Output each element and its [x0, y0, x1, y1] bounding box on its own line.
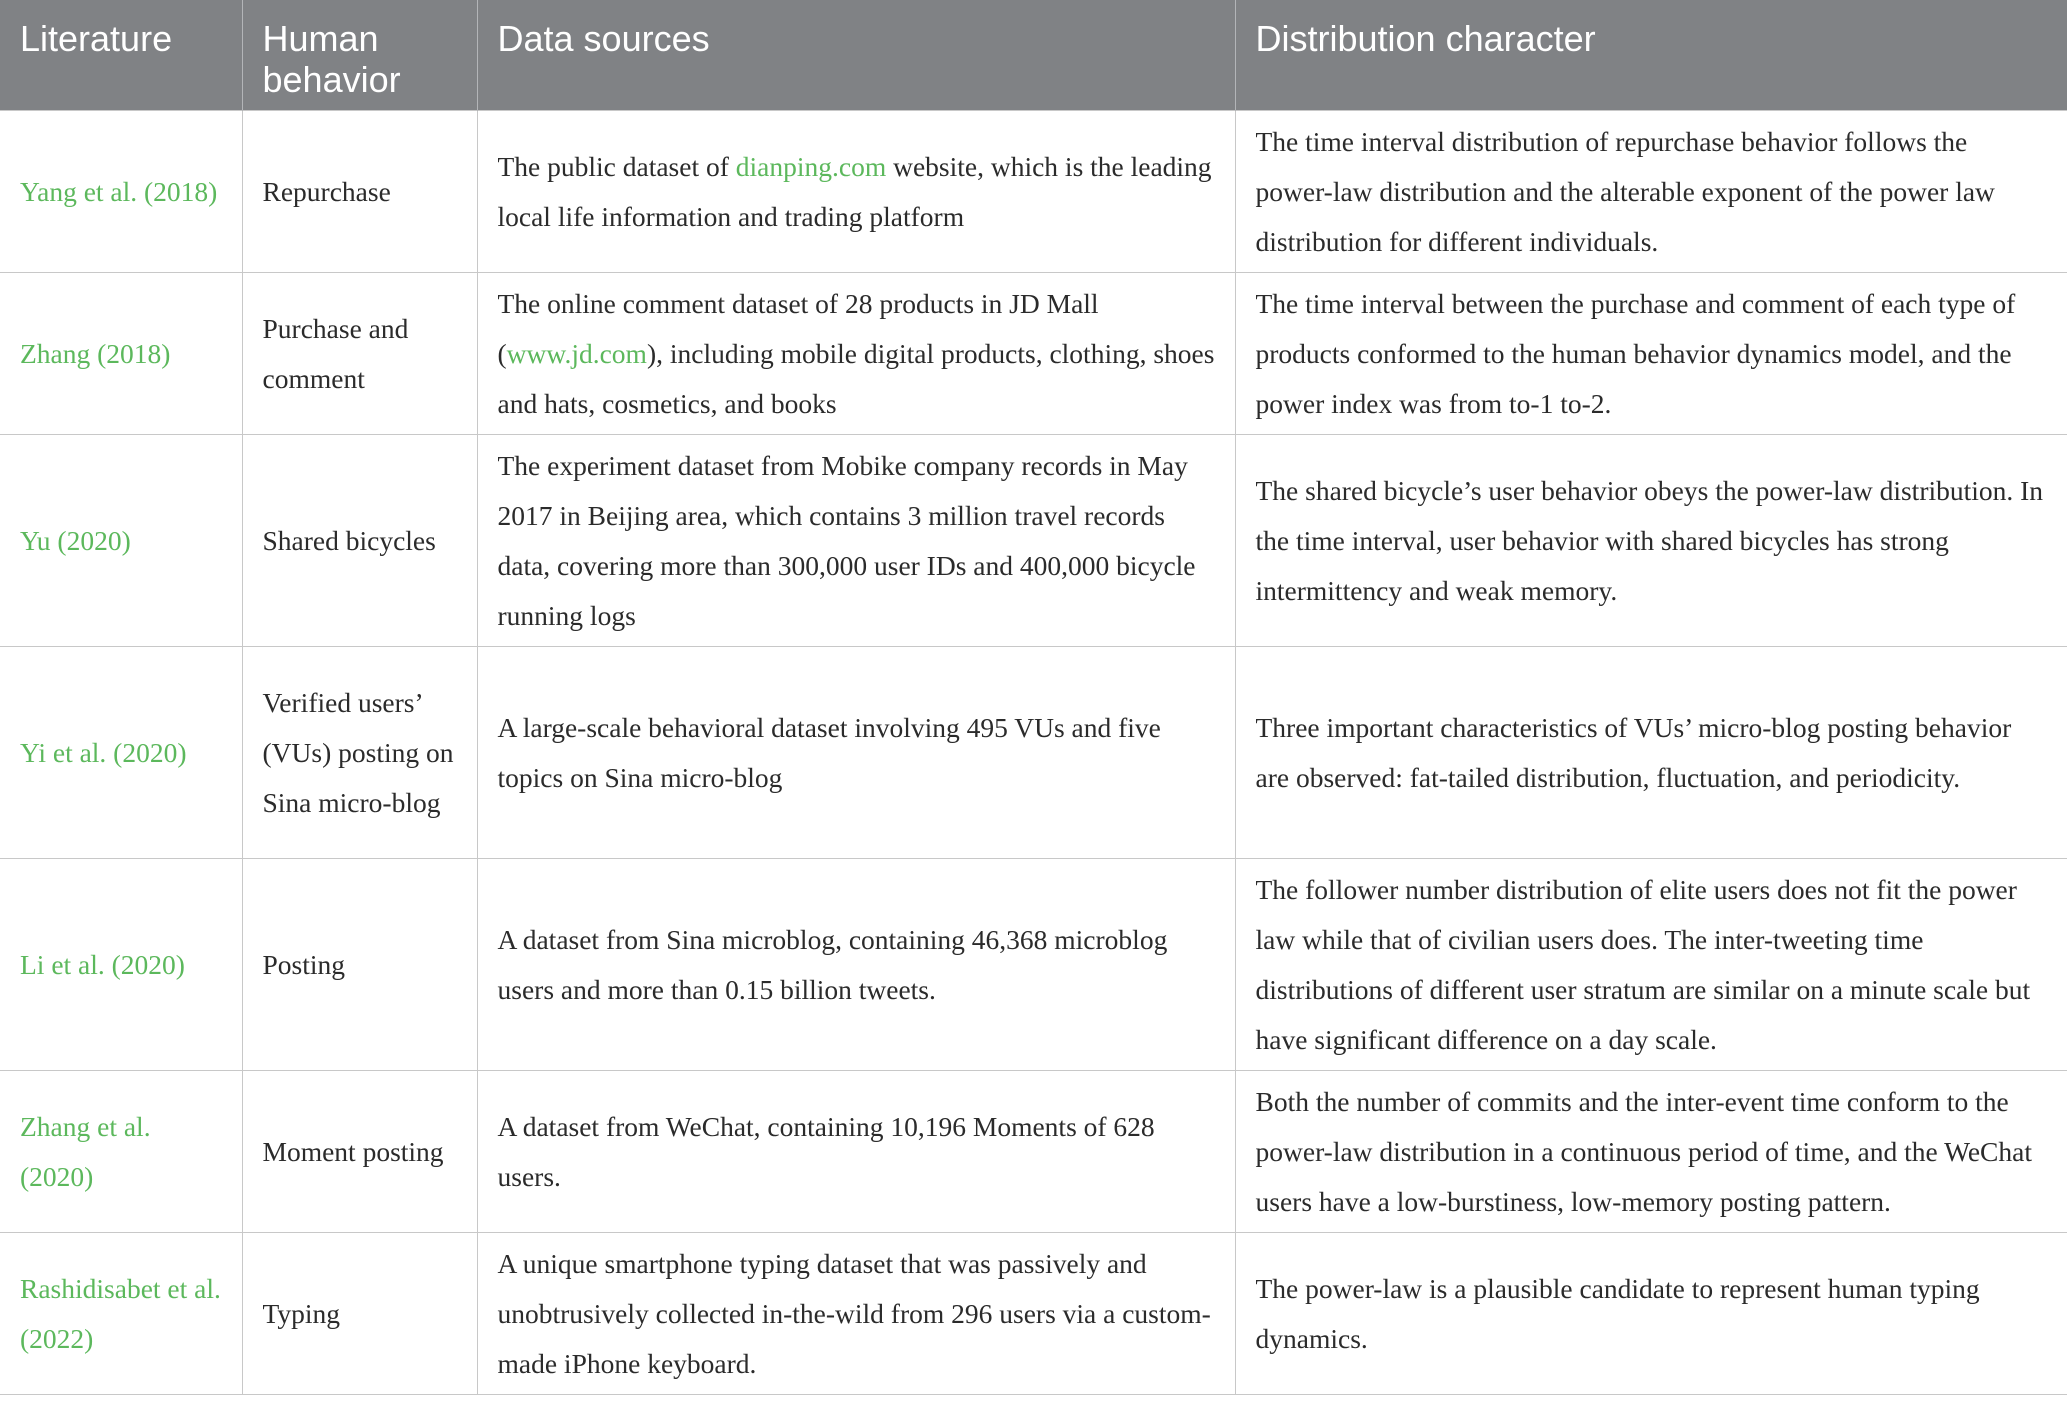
table-row [0, 1071, 2067, 1233]
header-distribution-character: Distribution character [1235, 0, 2067, 111]
table-row [0, 859, 2067, 1071]
distribution-cell: Three important characteristics of VUs’ micro-blog posting behavior are observed: fat-tailed distribution, fluctuation, and periodicity. [1235, 647, 2067, 859]
data-source-cell [477, 273, 1235, 435]
distribution-cell: The power-law is a plausible candidate to represent human typing dynamics. [1235, 1233, 2067, 1395]
literature-cell[interactable] [0, 647, 242, 859]
behavior-cell: Shared bicycles [242, 435, 477, 647]
header-human-behavior: Human behavior [242, 0, 477, 111]
data-source-cell: A dataset from WeChat, containing 10,196 Moments of 628 users. [477, 1071, 1235, 1233]
distribution-cell: Both the number of commits and the inter-event time conform to the power-law distribution in a continuous period of time, and the WeChat users have a low-burstiness, low-memory posting pattern. [1235, 1071, 2067, 1233]
table-row [0, 435, 2067, 647]
behavior-cell: Repurchase [242, 111, 477, 273]
table-row [0, 111, 2067, 273]
header-literature: Literature [0, 0, 242, 111]
data-source-cell: A large-scale behavioral dataset involving 495 VUs and five topics on Sina micro-blog [477, 647, 1235, 859]
literature-cell[interactable] [0, 1233, 242, 1395]
table-row [0, 273, 2067, 435]
citation-link[interactable]: Rashidisabet et al. (2022) [20, 1272, 221, 1354]
citation-link[interactable]: Yang et al. (2018) [20, 175, 218, 207]
citation-link[interactable]: Zhang (2018) [20, 337, 171, 369]
citation-link[interactable]: Li et al. (2020) [20, 948, 185, 980]
table-header [0, 0, 2067, 111]
behavior-cell: Typing [242, 1233, 477, 1395]
table-row [0, 1233, 2067, 1395]
behavior-cell: Verified users’ (VUs) posting on Sina micro-blog [242, 647, 477, 859]
data-source-cell [477, 111, 1235, 273]
table-body [0, 111, 2067, 1395]
literature-cell[interactable] [0, 111, 242, 273]
behavior-cell: Moment posting [242, 1071, 477, 1233]
data-source-cell: The experiment dataset from Mobike company records in May 2017 in Beijing area, which contains 3 million travel records data, covering more than 300,000 user IDs and 400,000 bicycle running logs [477, 435, 1235, 647]
literature-cell[interactable] [0, 435, 242, 647]
data-source-cell: A dataset from Sina microblog, containing 46,368 microblog users and more than 0.15 billion tweets. [477, 859, 1235, 1071]
distribution-cell: The time interval distribution of repurchase behavior follows the power-law distribution and the alterable exponent of the power law distribution for different individuals. [1235, 111, 2067, 273]
data-source-cell: A unique smartphone typing dataset that was passively and unobtrusively collected in-the-wild from 296 users via a custom-made iPhone keyboard. [477, 1233, 1235, 1395]
source-link[interactable]: dianping.com [735, 150, 887, 182]
source-text: ), including mobile digital products, clothing, shoes and hats, cosmetics, and books [497, 337, 1215, 419]
source-link[interactable]: www.jd.com [506, 337, 647, 369]
citation-link[interactable]: Yu (2020) [20, 524, 131, 556]
source-text: The public dataset of [497, 150, 736, 182]
literature-cell[interactable] [0, 1071, 242, 1233]
literature-cell[interactable] [0, 859, 242, 1071]
source-text: The online comment dataset of 28 products in JD Mall ( [497, 287, 1099, 369]
distribution-cell: The time interval between the purchase and comment of each type of products conformed to the human behavior dynamics model, and the power index was from to-1 to-2. [1235, 273, 2067, 435]
citation-link[interactable]: Yi et al. (2020) [20, 736, 187, 768]
behavior-cell: Posting [242, 859, 477, 1071]
behavior-cell: Purchase and comment [242, 273, 477, 435]
distribution-cell: The shared bicycle’s user behavior obeys the power-law distribution. In the time interval, user behavior with shared bicycles has strong intermittency and weak memory. [1235, 435, 2067, 647]
header-row [0, 0, 2067, 111]
table-row [0, 647, 2067, 859]
header-data-sources: Data sources [477, 0, 1235, 111]
literature-cell[interactable] [0, 273, 242, 435]
source-text: website, which is the leading local life information and trading platform [497, 150, 1212, 232]
citation-link[interactable]: Zhang et al. (2020) [20, 1110, 151, 1192]
distribution-cell: The follower number distribution of elite users does not fit the power law while that of civilian users does. The inter-tweeting time distributions of different user stratum are similar on a minute scale but have significant difference on a day scale. [1235, 859, 2067, 1071]
